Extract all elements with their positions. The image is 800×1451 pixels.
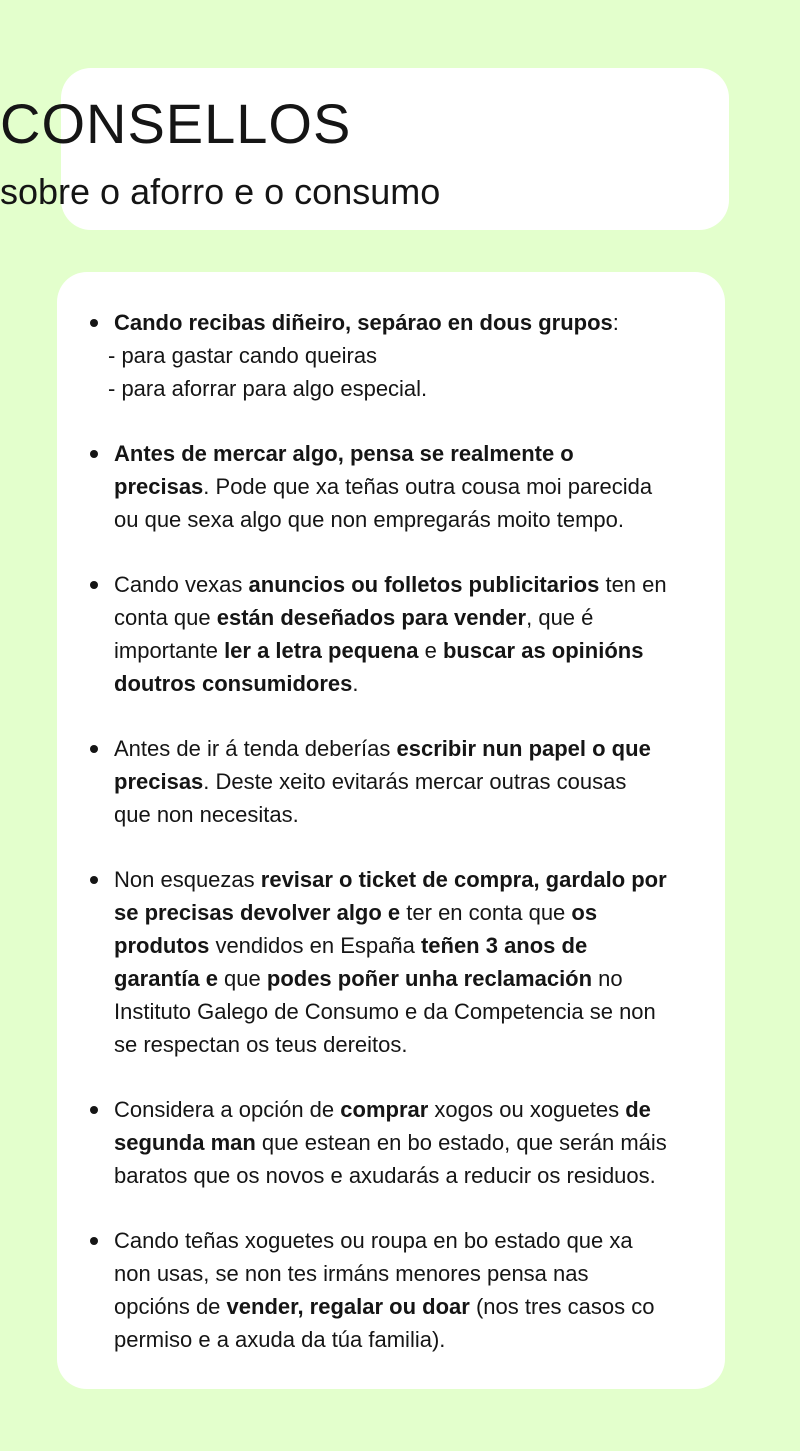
tip-2-text-1: . Pode que xa teñas outra cousa moi parecida ou que sexa algo que non empregarás moito tempo. [114,474,653,532]
tip-1-text-1: : [612,310,619,335]
tip-3-bold-4: buscar as opinións doutros consumidores [114,638,644,696]
tip-1-subitem-1: - para gastar cando queiras [108,343,378,368]
tip-7-text-2: (nos tres casos co permiso e a axuda da túa familia). [114,1294,655,1352]
tip-3-text-4: e [418,638,443,663]
tip-3-text-1: Cando vexas [114,572,249,597]
tip-6-bold-1: comprar [340,1097,429,1122]
tip-2-bold-1: Antes de mercar algo, pensa se realmente o precisas [114,441,574,499]
tip-3-text-2: ten en conta que [114,572,667,630]
tip-item-4 [114,732,667,831]
tip-5-text-2: ter en conta que [400,900,572,925]
tip-3-bold-1: anuncios ou folletos publicitarios [248,572,600,597]
tip-6-text-3: que estean en bo estado, que serán máis baratos que os novos e axudarás a reducir os residuos. [114,1130,667,1188]
tip-7-text-1: Cando teñas xoguetes ou roupa en bo estado que xa non usas, se non tes irmáns menores pensa nas opcións de [114,1228,633,1319]
tip-item-7 [114,1224,667,1356]
page-subtitle: sobre o aforro e o consumo [0,171,441,212]
page-title: CONSELLOS [0,92,352,155]
tip-5-text-5: no Instituto Galego de Consumo e da Competencia se non se respectan os teus dereitos. [114,966,656,1057]
tip-3-bold-2: están deseñados para vender [216,605,527,630]
tip-item-1 [108,306,667,405]
tip-5-text-4: que [217,966,267,991]
tip-5-text-1: Non esquezas [114,867,261,892]
tip-4-text-2: . Deste xeito evitarás mercar outras cousas que non necesitas. [114,769,627,827]
tip-5-bold-2: os produtos [114,900,598,958]
tip-3-text-5: . [352,671,359,696]
tip-6-bold-2: de segunda man [114,1097,651,1155]
tip-item-2 [114,437,667,536]
tip-5-bold-4: podes poñer unha reclamación [266,966,593,991]
tip-5-bold-1: revisar o ticket de compra, gardalo por se precisas devolver algo e [114,867,667,925]
tip-3-text-3: , que é importante [114,605,594,663]
tip-4-text-1: Antes de ir á tenda deberías [114,736,397,761]
tips-list [57,306,667,1388]
tip-6-text-1: Considera a opción de [114,1097,341,1122]
tip-1-bold-1: Cando recibas diñeiro, sepárao en dous grupos [114,310,613,335]
tip-5-bold-3: teñen 3 anos de garantía e [114,933,588,991]
tip-5-text-3: vendidos en España [209,933,421,958]
tip-3-bold-3: ler a letra pequena [224,638,419,663]
tip-7-bold-1: vender, regalar ou doar [226,1294,470,1319]
tip-item-3 [114,568,667,700]
tip-1-subitem-2: - para aforrar para algo especial. [108,376,428,401]
tip-4-bold-1: escribir nun papel o que precisas [114,736,651,794]
tip-6-text-2: xogos ou xoguetes [428,1097,626,1122]
tip-item-5 [114,863,667,1061]
tip-item-6 [114,1093,667,1192]
